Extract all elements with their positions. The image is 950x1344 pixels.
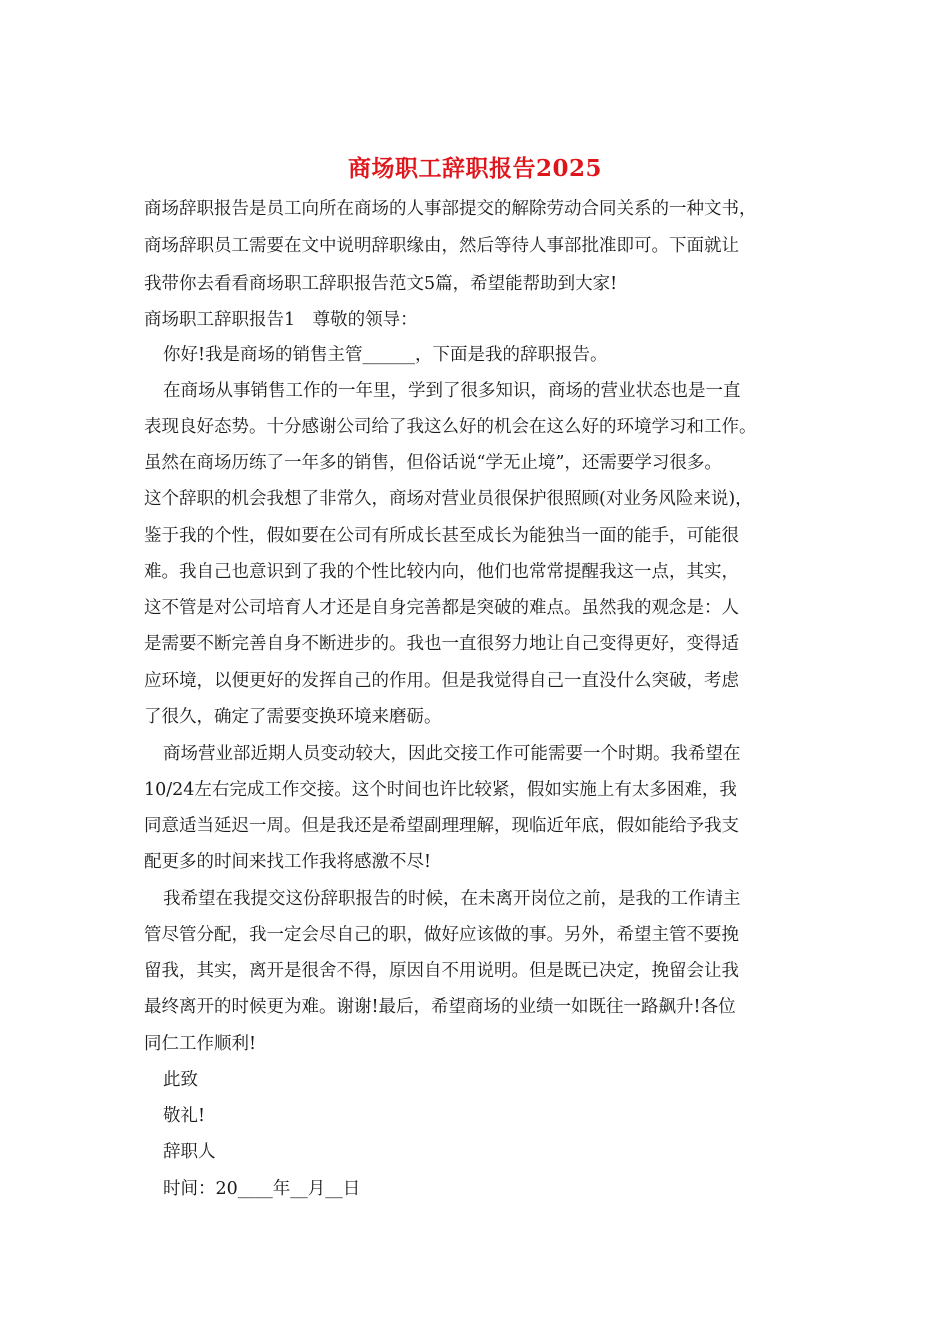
paragraph-line: 虽然在商场历练了一年多的销售，但俗话说“学无止境”，还需要学习很多。 — [144, 453, 722, 473]
paragraph-line: 应环境，以便更好的发挥自己的作用。但是我觉得自己一直没什么突破，考虑 — [144, 671, 739, 691]
paragraph-line: 这个辞职的机会我想了非常久，商场对营业员很保护很照顾(对业务风险来说)， — [144, 489, 753, 509]
closing-line: 敬礼! — [163, 1106, 206, 1126]
signature-line: 辞职人 — [163, 1142, 216, 1162]
paragraph-line: 商场辞职报告是员工向所在商场的人事部提交的解除劳动合同关系的一种文书， — [144, 199, 757, 219]
paragraph-line: 商场营业部近期人员变动较大，因此交接工作可能需要一个时期。我希望在 — [163, 744, 741, 764]
paragraph-line: 难。我自己也意识到了我的个性比较内向，他们也常常提醒我这一点，其实， — [144, 562, 739, 582]
paragraph-line: 同仁工作顺利! — [144, 1034, 257, 1054]
paragraph-line: 配更多的时间来找工作我将感激不尽! — [144, 852, 432, 872]
paragraph-line: 在商场从事销售工作的一年里，学到了很多知识，商场的营业状态也是一直 — [163, 381, 741, 401]
paragraph-line: 留我，其实，离开是很舍不得，原因自不用说明。但是既已决定，挽留会让我 — [144, 961, 739, 981]
document-title: 商场职工辞职报告2025 — [347, 155, 602, 182]
paragraph-line: 商场辞职员工需要在文中说明辞职缘由，然后等待人事部批准即可。下面就让 — [144, 236, 739, 256]
paragraph-line: 这不管是对公司培育人才还是自身完善都是突破的难点。虽然我的观念是：人 — [144, 598, 739, 618]
paragraph-line: 鉴于我的个性，假如要在公司有所成长甚至成长为能独当一面的能手，可能很 — [144, 526, 739, 546]
paragraph-line: 同意适当延迟一周。但是我还是希望副理理解，现临近年底，假如能给予我支 — [144, 816, 739, 836]
paragraph-line: 商场职工辞职报告1 尊敬的领导： — [144, 310, 418, 330]
paragraph-line: 表现良好态势。十分感谢公司给了我这么好的机会在这么好的环境学习和工作。 — [144, 417, 757, 437]
paragraph-line: 是需要不断完善自身不断进步的。我也一直很努力地让自己变得更好，变得适 — [144, 634, 739, 654]
closing-line: 此致 — [163, 1070, 198, 1090]
paragraph-line: 了很久，确定了需要变换环境来磨砺。 — [144, 707, 442, 727]
paragraph-line: 你好!我是商场的销售主管______，下面是我的辞职报告。 — [163, 345, 608, 365]
paragraph-line: 管尽管分配，我一定会尽自己的职，做好应该做的事。另外，希望主管不要挽 — [144, 925, 739, 945]
paragraph-line: 我希望在我提交这份辞职报告的时候，在未离开岗位之前，是我的工作请主 — [163, 889, 741, 909]
paragraph-line: 我带你去看看商场职工辞职报告范文5篇，希望能帮助到大家! — [144, 274, 618, 294]
paragraph-line: 10/24左右完成工作交接。这个时间也许比较紧，假如实施上有太多困难，我 — [144, 780, 737, 800]
paragraph-line: 最终离开的时候更为难。谢谢!最后，希望商场的业绩一如既往一路飙升!各位 — [144, 997, 736, 1017]
date-line: 时间：20____年__月__日 — [163, 1179, 361, 1199]
